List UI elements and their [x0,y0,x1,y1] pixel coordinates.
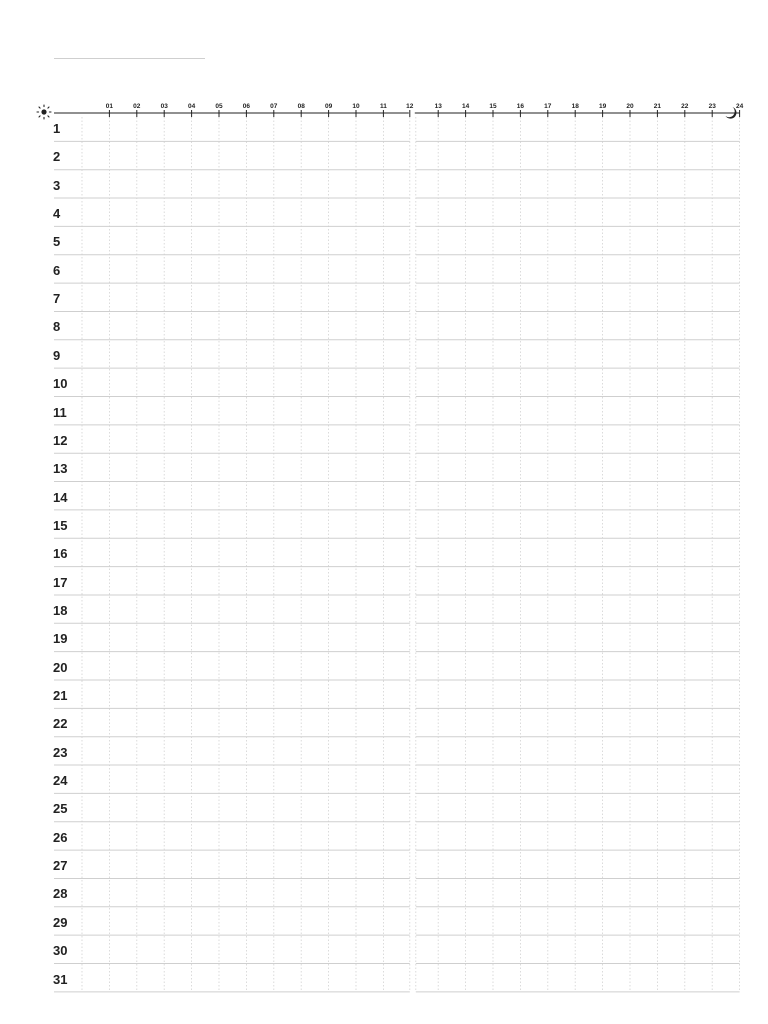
hour-label: 23 [708,103,716,110]
day-label: 31 [53,971,68,987]
hour-label: 09 [324,103,333,110]
hour-label: 06 [242,103,251,110]
day-label: 22 [53,716,68,732]
day-label: 9 [53,347,61,363]
hour-label: 04 [187,103,196,110]
hour-label: 10 [352,103,360,110]
day-label: 7 [53,291,61,307]
day-label: 4 [53,206,61,222]
hour-label: 11 [379,103,387,110]
day-label: 30 [53,943,68,959]
day-label: 29 [53,914,68,930]
day-label: 8 [53,319,61,335]
day-label: 11 [53,404,67,420]
day-label: 27 [53,858,68,874]
hour-label: 24 [735,103,744,110]
day-label: 25 [53,801,68,817]
day-label: 28 [53,886,68,902]
hour-label: 21 [653,103,662,110]
day-label: 18 [53,602,68,618]
day-label: 5 [53,234,61,250]
hour-label: 01 [105,103,114,110]
day-label: 1 [53,121,61,136]
day-label: 23 [53,744,68,760]
hour-label: 14 [461,103,470,110]
hour-label: 18 [571,103,579,110]
hour-label: 13 [434,103,442,110]
hour-label: 08 [297,103,305,110]
hour-label: 12 [406,103,414,110]
hour-label: 07 [270,103,278,110]
hour-label: 17 [544,103,552,110]
day-label: 12 [53,432,68,448]
day-label: 19 [53,631,68,647]
hour-label: 22 [681,103,689,110]
hour-label: 19 [598,103,607,110]
day-label: 2 [53,149,61,165]
day-label: 20 [53,659,68,675]
day-label: 14 [53,489,68,505]
day-label: 21 [53,688,68,703]
hour-label: 05 [215,103,223,110]
day-label: 15 [53,517,68,533]
hour-label: 02 [133,103,141,110]
day-label: 16 [53,546,68,562]
day-label: 26 [53,829,68,845]
hour-label: 20 [626,103,634,110]
hour-label: 15 [489,103,497,110]
day-label: 6 [53,262,61,278]
day-label: 13 [53,461,68,477]
hour-label: 16 [516,103,525,110]
day-label: 24 [53,773,68,789]
day-label: 17 [53,574,68,590]
day-label: 10 [53,376,68,392]
day-label: 3 [53,177,61,193]
hour-label: 03 [160,103,168,110]
